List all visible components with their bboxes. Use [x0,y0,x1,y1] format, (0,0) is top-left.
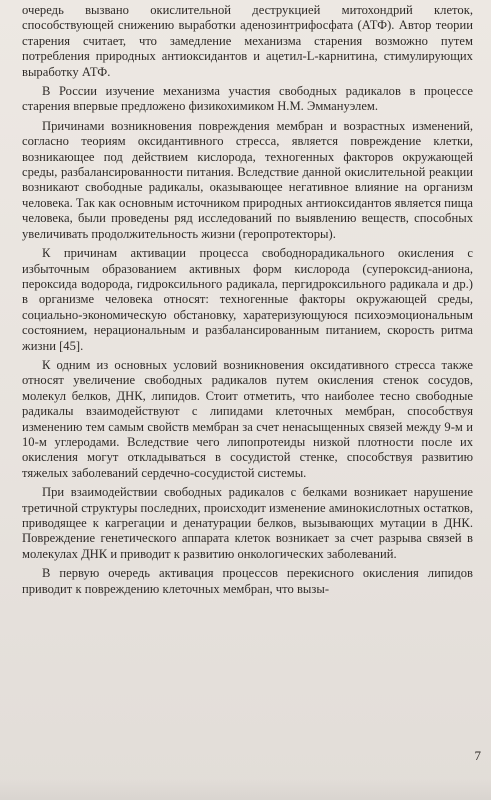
page-bottom-edge [0,778,491,800]
paragraph-continuation: очередь вызвано окислительной деструкцией митохондрий клеток, способствующей снижению выработки аденозинтрифосфата (АТФ). Автор теории старения считает, что замедление механизма старения возможно путем потребления природных антиоксидантов и ацетил-L-карнитина, стимулирующих выработку АТФ. [22,3,473,79]
paragraph-russia-research: В России изучение механизма участия свободных радикалов в процессе старения впервые предложено физикохимиком Н.М. Эммануэлем. [22,84,473,114]
paragraph-membrane-damage: Причинами возникновения повреждения мембран и возрастных изменений, согласно теориям оксидантивного стресса, является повреждение клетки, возникающее под действием кислорода, техногенных факторов окружающей среды, разбалансированности питания. Вследствие данной окислительной реакции возникают свободные радикалы, оказывающее негативное влияние на организм человека. Так как основным источником природных антиоксидантов является пища человека, были проведены ряд исследований по выявлению веществ, способных увеличивать продолжительность жизни (геропротекторы). [22,118,473,241]
body-text [22,3,473,601]
paragraph-protein-interaction: При взаимодействии свободных радикалов с белками возникает нарушение третичной структуры последних, происходит изменение аминокислотных остатков, приводящее к кагрегации и денатурации белков, вызывающих мутации в ДНК. Повреждение генетического аппарата клеток возникает за счет разрыва связей в молекулах ДНК и приводит к развитию онкологических заболеваний. [22,485,473,561]
paragraph-oxidative-stress: К одним из основных условий возникновения оксидативного стресса также относят увеличение свободных радикалов путем окисления стенок сосудов, молекул белков, ДНК, липидов. Стоит отметить, что наиболее тесно свободные радикалы взаимодействуют с липидами клеточных мембран, способствуя изменению тем самым свойств мембран за счет ненасыщенных связей между 9-м и 10-м углеродами. Вследствие чего липопротеиды низкой плотности после их окисления могут откладываться в сосудистой стенке, способствуя развитию тяжелых заболеваний сердечно-сосудистой системы. [22,357,473,480]
paragraph-lipid-peroxidation: В первую очередь активация процессов перекисного окисления липидов приводит к повреждению клеточных мембран, что вызы- [22,566,473,596]
page-number: 7 [474,748,481,763]
paragraph-activation-causes: К причинам активации процесса свободнорадикального окисления с избыточным образованием активных форм кислорода (супероксид-аниона, пероксида водорода, гидроксильного радикала, пергидроксильного радикала и др.) в организме человека относят: техногенные факторы окружающей среды, социально-экономическую обстановку, харатеризующуюся психоэмоциональным состоянием, нерациональным и разбалансированным питанием, скорость ритма жизни [45]. [22,246,473,353]
